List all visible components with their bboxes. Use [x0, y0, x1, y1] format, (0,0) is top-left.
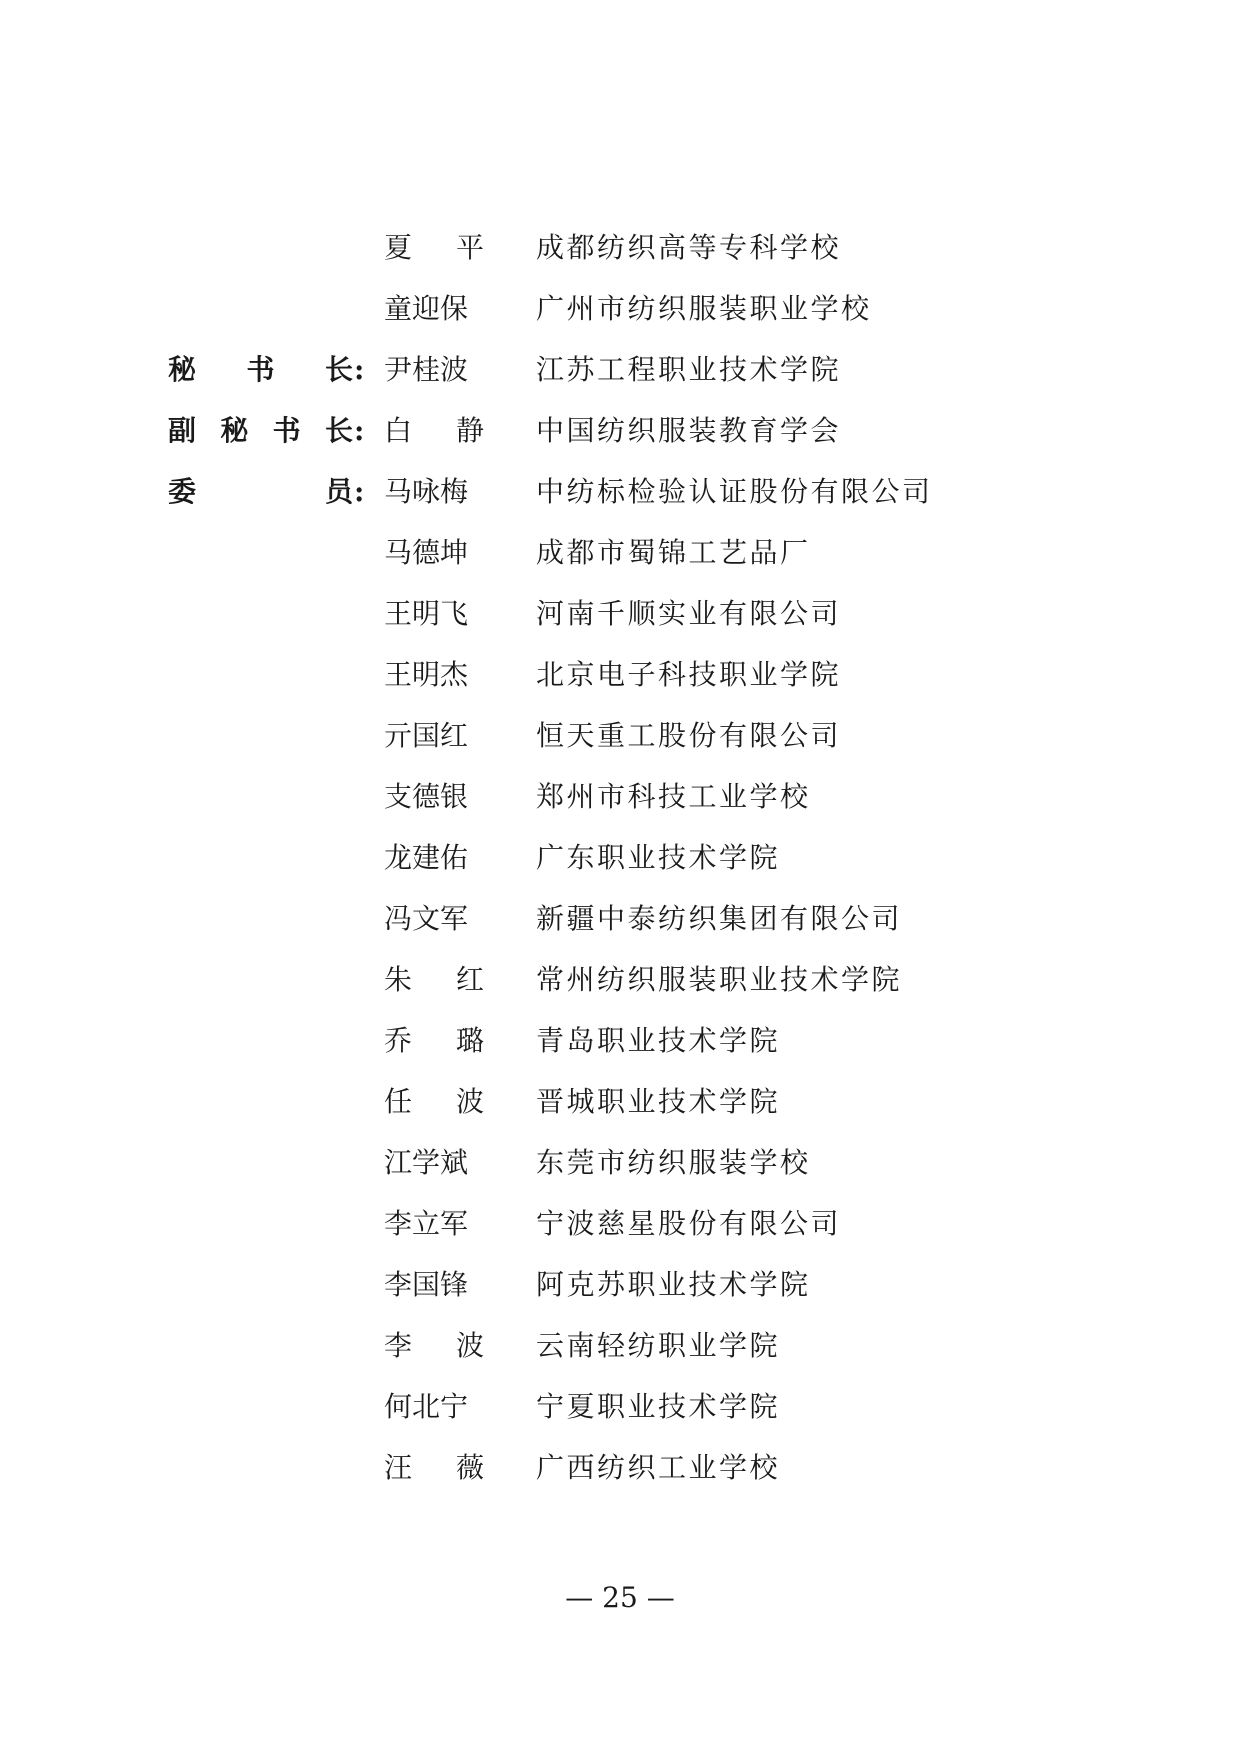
deputy-secretary-general-row [0, 409, 1240, 453]
role-char: 员 [324, 475, 354, 508]
role-colon: : [354, 475, 366, 508]
role-char: 长 [324, 414, 354, 447]
role-char: 秘 [168, 353, 198, 386]
member-organization: 常州纺织服装职业技术学院 [536, 963, 903, 996]
member-row [0, 531, 1240, 575]
members-row [0, 470, 1240, 514]
member-name: 亓国红 [384, 719, 469, 752]
member-name: 李国锋 [384, 1268, 469, 1301]
member-organization: 新疆中泰纺织集团有限公司 [536, 902, 903, 935]
member-name-char: 朱 [384, 963, 413, 996]
member-name-char: 薇 [455, 1451, 484, 1484]
member-name [384, 1019, 484, 1063]
member-name [384, 1324, 484, 1368]
member-name [384, 1080, 484, 1124]
member-name [384, 226, 484, 270]
member-row [0, 1080, 1240, 1124]
member-name: 童迎保 [384, 292, 469, 325]
member-organization: 宁夏职业技术学院 [536, 1390, 781, 1423]
member-organization: 江苏工程职业技术学院 [536, 353, 842, 386]
role-char: 委 [168, 475, 198, 508]
secretary-general-row [0, 348, 1240, 392]
member-row [0, 287, 1240, 331]
member-row [0, 1263, 1240, 1307]
member-name: 尹桂波 [384, 353, 469, 386]
member-row [0, 1385, 1240, 1429]
member-name-char: 波 [455, 1085, 484, 1118]
member-organization: 广西纺织工业学校 [536, 1451, 781, 1484]
member-organization: 广州市纺织服装职业学校 [536, 292, 872, 325]
member-name: 李立军 [384, 1207, 469, 1240]
member-organization: 东莞市纺织服装学校 [536, 1146, 811, 1179]
member-row [0, 592, 1240, 636]
member-name: 马咏梅 [384, 475, 469, 508]
member-name: 江学斌 [384, 1146, 469, 1179]
member-name: 冯文军 [384, 902, 469, 935]
member-organization: 郑州市科技工业学校 [536, 780, 811, 813]
page-number: — 25 — [565, 1581, 675, 1614]
member-row [0, 836, 1240, 880]
member-name-char: 乔 [384, 1024, 413, 1057]
member-name-char: 平 [455, 231, 484, 264]
member-organization: 中国纺织服装教育学会 [536, 414, 842, 447]
role-char: 长 [324, 353, 354, 386]
member-organization: 河南千顺实业有限公司 [536, 597, 842, 630]
member-organization: 云南轻纺职业学院 [536, 1329, 781, 1362]
member-name [384, 958, 484, 1002]
role-colon: : [354, 353, 366, 386]
member-organization: 成都市蜀锦工艺品厂 [536, 536, 811, 569]
member-row [0, 1202, 1240, 1246]
member-organization: 宁波慈星股份有限公司 [536, 1207, 842, 1240]
member-organization: 中纺标检验认证股份有限公司 [536, 475, 933, 508]
role-char: 书 [272, 414, 302, 447]
role-char: 秘 [220, 414, 250, 447]
role-char: 副 [168, 414, 198, 447]
member-row [0, 958, 1240, 1002]
member-name: 支德银 [384, 780, 469, 813]
member-row [0, 1141, 1240, 1185]
member-organization: 晋城职业技术学院 [536, 1085, 781, 1118]
member-organization: 阿克苏职业技术学院 [536, 1268, 811, 1301]
member-name-char: 任 [384, 1085, 413, 1118]
member-name-char: 汪 [384, 1451, 413, 1484]
member-name-char: 白 [384, 414, 413, 447]
member-row [0, 1446, 1240, 1490]
member-name: 王明杰 [384, 658, 469, 691]
member-name-char: 璐 [455, 1024, 484, 1057]
member-name-char: 波 [455, 1329, 484, 1362]
member-name: 何北宁 [384, 1390, 469, 1423]
member-row [0, 897, 1240, 941]
member-organization: 成都纺织高等专科学校 [536, 231, 842, 264]
member-organization: 广东职业技术学院 [536, 841, 781, 874]
member-name: 龙建佑 [384, 841, 469, 874]
member-name [384, 409, 484, 453]
member-row [0, 1019, 1240, 1063]
member-row [0, 775, 1240, 819]
role-colon: : [354, 414, 366, 447]
member-name: 马德坤 [384, 536, 469, 569]
member-row [0, 653, 1240, 697]
role-char: 书 [246, 353, 276, 386]
member-name: 王明飞 [384, 597, 469, 630]
member-row [0, 1324, 1240, 1368]
member-organization: 青岛职业技术学院 [536, 1024, 781, 1057]
member-organization: 北京电子科技职业学院 [536, 658, 842, 691]
member-name-char: 静 [455, 414, 484, 447]
member-row [0, 226, 1240, 270]
member-name [384, 1446, 484, 1490]
member-name-char: 红 [455, 963, 484, 996]
member-organization: 恒天重工股份有限公司 [536, 719, 842, 752]
member-name-char: 夏 [384, 231, 413, 264]
member-name-char: 李 [384, 1329, 413, 1362]
member-row [0, 714, 1240, 758]
